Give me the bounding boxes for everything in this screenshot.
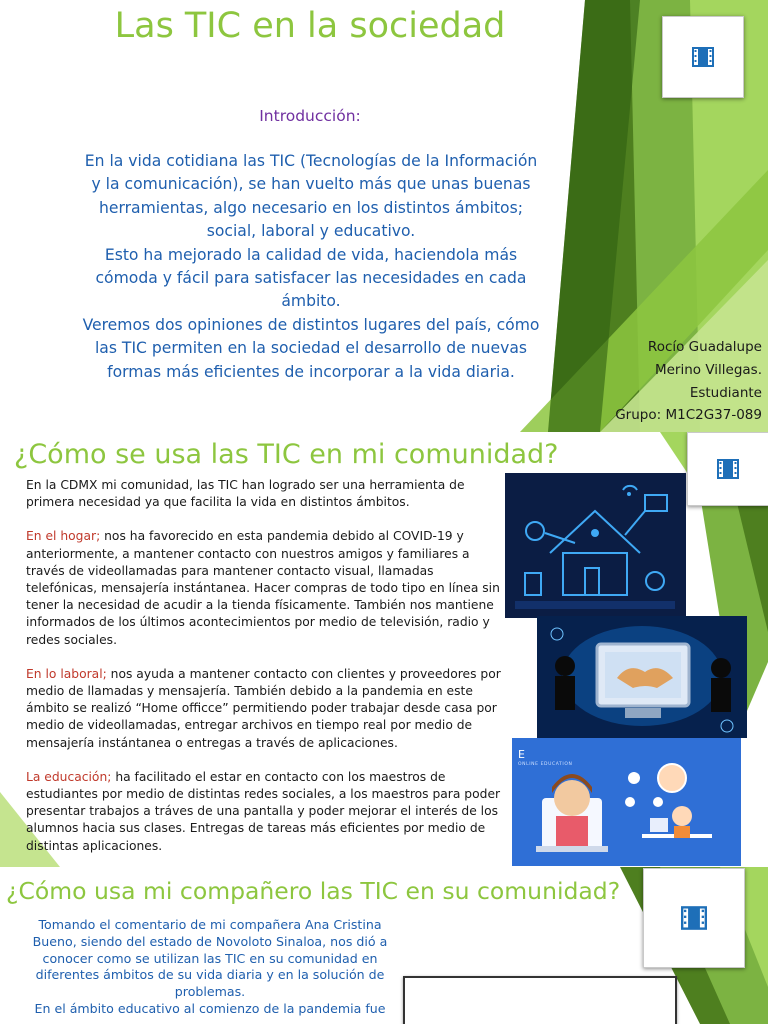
intro-line: Esto ha mejorado la calidad de vida, haciendola más (104, 245, 518, 264)
intro-text (48, 150, 574, 384)
body-line: Bueno, siendo del estado de Novoloto Sinaloa, nos dió a (32, 933, 388, 949)
community-text (26, 477, 502, 867)
education-text: ha facilitado el estar en contacto con los maestros de estudiantes por medio de distintas redes sociales, a los maestros para poder presentar trabajos a tráves de una pantalla y poder mejorar el interés de los alumnos hacia sus clases. Entregas de tareas más eficientes por medio de distintas aplicaciones. (26, 769, 501, 853)
handshake-computer-image (537, 616, 747, 738)
home-paragraph (26, 528, 502, 648)
media-placeholder[interactable] (687, 432, 768, 506)
smart-home-image (505, 473, 686, 618)
content-placeholder-box (403, 976, 677, 1024)
media-placeholder[interactable] (643, 868, 745, 968)
intro-line: formas más eficientes de incorporar a la vida diaria. (107, 362, 515, 381)
intro-line: En la vida cotidiana las TIC (Tecnologías de la Información (84, 152, 538, 170)
work-text: nos ayuda a mantener contacto con clientes y proveedores por medio de llamadas y mensajería. También debido a la pandemia en este ámbito se realizó “Home officce” permitiendo poder trabajar desde casa por medio de videollamadas, entregar archivos en tiempo real por medio de mensajería instántanea o entregas a través de aplicaciones. (26, 666, 501, 750)
body-line: problemas. (174, 984, 246, 1000)
home-lead: En el hogar; (26, 529, 101, 544)
author-role: Estudiante (689, 384, 762, 401)
slide-title: Las TIC en la sociedad (114, 6, 506, 46)
body-line: Tomando el comentario de mi compañera Ana Cristina (38, 917, 382, 932)
image-heading: E (518, 748, 525, 761)
slide-title: ¿Cómo usa mi compañero las TIC en su comunidad? (6, 877, 621, 905)
intro-line: herramientas, algo necesario en los distintos ámbitos; (99, 198, 523, 217)
intro-line: social, laboral y educativo. (206, 222, 416, 241)
author-name-line: Rocío Guadalupe (647, 339, 762, 355)
slide-title: ¿Cómo se usa las TIC en mi comunidad? (14, 439, 559, 470)
intro-line: cómoda y fácil para satisfacer las necesidades en cada (95, 269, 527, 288)
work-lead: En lo laboral; (26, 666, 107, 681)
education-paragraph (26, 769, 502, 855)
education-lead: La educación; (26, 769, 112, 784)
body-line: conocer como se utilizan las TIC en su comunidad en (42, 950, 378, 966)
intro-heading: Introducción: (259, 107, 361, 125)
body-line: En el ámbito educativo al comienzo de la pandemia fue (34, 1000, 386, 1016)
home-text: nos ha favorecido en esta pandemia debido al COVID-19 y anteriormente, a mantener contacto con nuestros amigos y familiares a través de videollamadas para mantener contacto visual, llamadas telefónicas, mensajería instántanea. Hacer compras de todo tipo en línea sin tener la necesidad de acudir a la tienda físicamente. También nos mantiene informados de los últimos acontecimientos por medio de televisión, radio y redes sociales. (26, 529, 500, 647)
slide-intro (0, 0, 768, 432)
author-info (615, 336, 762, 427)
author-group: Grupo: M1C2G37-089 (615, 407, 762, 424)
intro-line: y la comunicación), se han vuelto más que unas buenas (91, 175, 531, 194)
intro-line: las TIC permiten en la sociedad el desarrollo de nuevas (94, 339, 528, 358)
online-education-image (512, 738, 741, 866)
intro-line: ámbito. (281, 292, 341, 311)
work-paragraph (26, 666, 502, 752)
classmate-text (20, 917, 400, 1018)
image-caption: ONLINE EDUCATION (518, 762, 573, 767)
slide-classmate-community (0, 867, 768, 1024)
author-name-line: Merino Villegas. (654, 361, 762, 378)
intro-paragraph: En la CDMX mi comunidad, las TIC han logrado ser una herramienta de primera necesidad ya que facilita la vida en distintos ámbitos. (26, 478, 465, 510)
media-placeholder[interactable] (662, 16, 744, 98)
slide-my-community (0, 432, 768, 867)
body-line: diferentes ámbitos de su vida diaria y en la solución de (35, 967, 385, 983)
intro-line: Veremos dos opiniones de distintos lugares del país, cómo (82, 315, 540, 334)
